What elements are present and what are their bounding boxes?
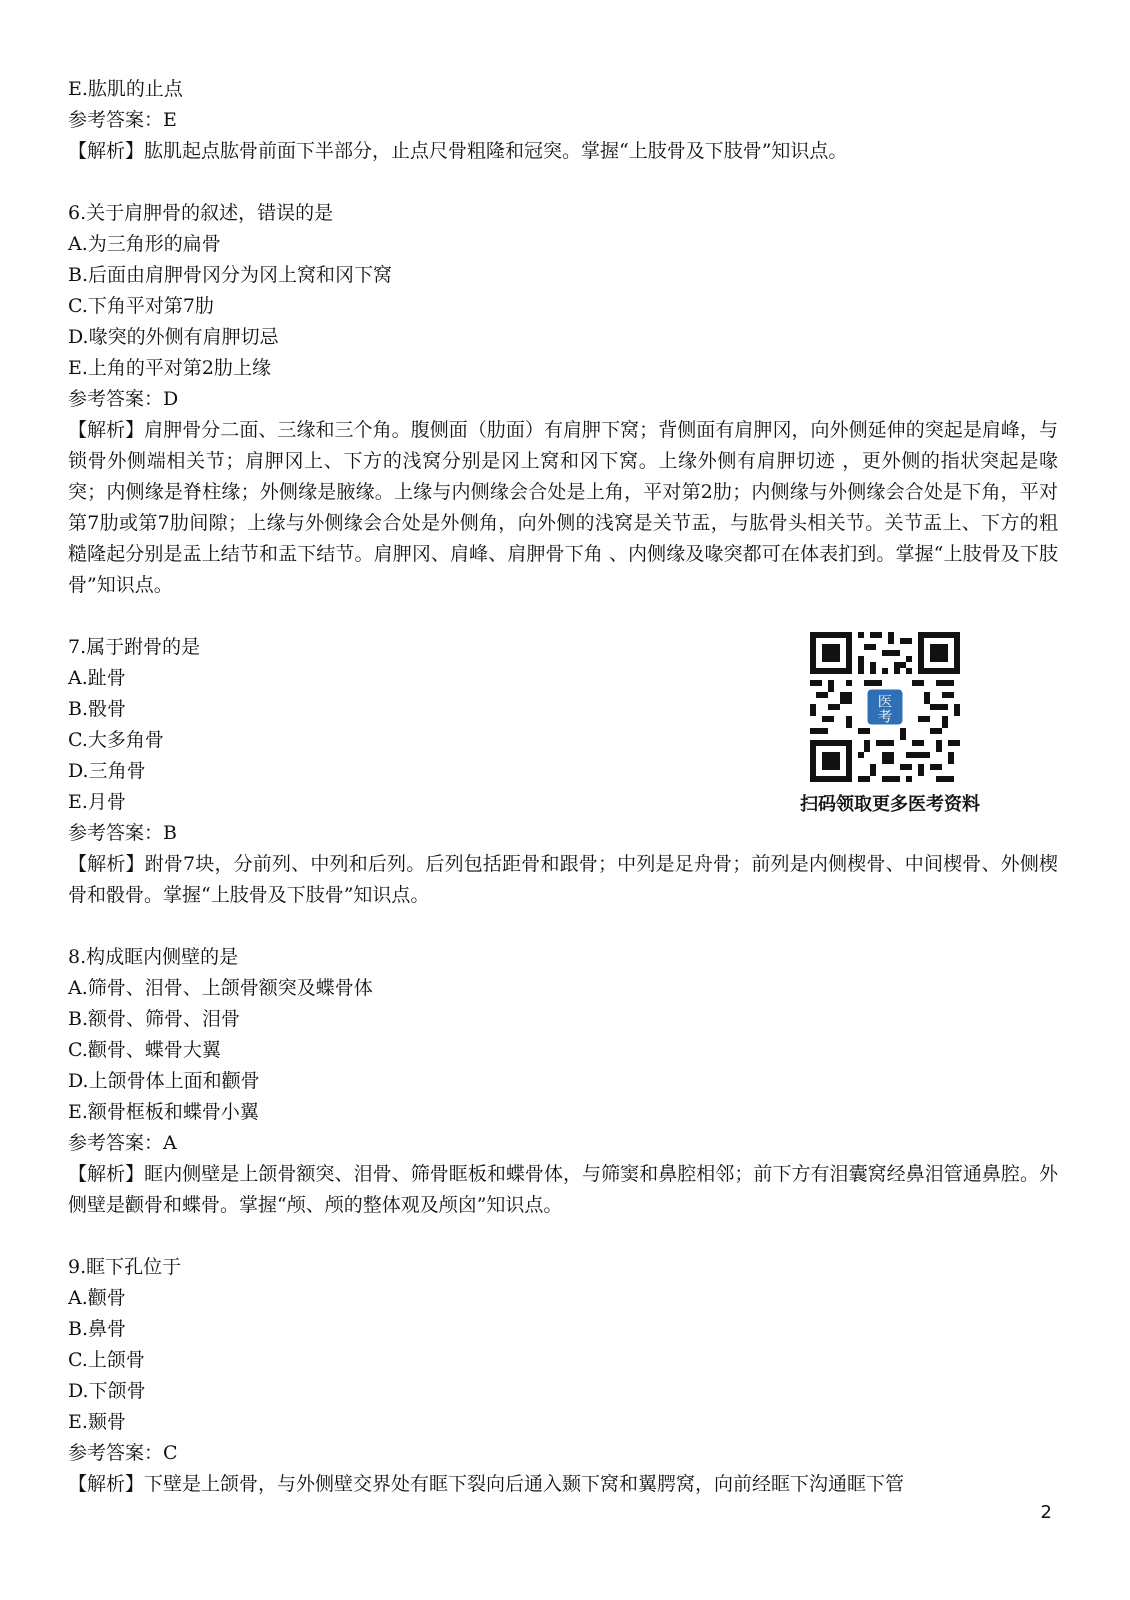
question-stem: 9.眶下孔位于	[68, 1256, 182, 1278]
option-line: D.喙突的外侧有肩胛切忌	[68, 326, 279, 348]
option-line: C.颧骨、蝶骨大翼	[68, 1039, 221, 1061]
explanation: 【解析】肩胛骨分二面、三缘和三个角。腹侧面（肋面）有肩胛下窝；背侧面有肩胛冈，向外侧延伸的突起是肩峰，与锁骨外侧端相关节；肩胛冈上、下方的浅窝分别是冈上窝和冈下窝。上缘外侧有肩胛切迹 ，更外侧的指状突起是喙突；内侧缘是脊柱缘；外侧缘是腋缘。上缘与内侧缘会合处是上角，平对第2肋；内侧缘与外侧缘会合处是下角，平对第7肋或第7肋间隙；上缘与外侧缘会合处是外侧角，向外侧的浅窝是关节盂，与肱骨头相关节。关节盂上、下方的粗糙隆起分别是盂上结节和盂下结节。肩胛冈、肩峰、肩胛骨下角 、内侧缘及喙突都可在体表扪到。掌握“上肢骨及下肢骨”知识点。	[68, 419, 1058, 596]
explanation: 【解析】跗骨7块，分前列、中列和后列。后列包括距骨和跟骨；中列是足舟骨；前列是内侧楔骨、中间楔骨、外侧楔骨和骰骨。掌握“上肢骨及下肢骨”知识点。	[68, 853, 1058, 906]
option-line: D.三角骨	[68, 760, 146, 782]
option-line: A.趾骨	[68, 667, 126, 689]
option-line: A.颧骨	[68, 1287, 126, 1309]
option-line: B.鼻骨	[68, 1318, 127, 1340]
answer-line: 参考答案：E	[68, 109, 177, 131]
explanation: 【解析】肱肌起点肱骨前面下半部分，止点尺骨粗隆和冠突。掌握“上肢骨及下肢骨”知识点。	[68, 140, 848, 162]
option-line: E.月骨	[68, 791, 126, 813]
option-line: A.为三角形的扁骨	[68, 233, 221, 255]
option-line: A.筛骨、泪骨、上颌骨额突及蝶骨体	[68, 977, 373, 999]
answer-line: 参考答案：B	[68, 822, 177, 844]
option-line: D.上颌骨体上面和颧骨	[68, 1070, 260, 1092]
option-line: E.肱肌的止点	[68, 78, 183, 100]
answer-line: 参考答案：C	[68, 1442, 178, 1464]
qr-caption: 扫码领取更多医考资料	[800, 794, 980, 815]
option-line: C.大多角骨	[68, 729, 164, 751]
option-line: D.下颌骨	[68, 1380, 146, 1402]
question-stem: 6.关于肩胛骨的叙述，错误的是	[68, 202, 334, 224]
logo-text-top: 医	[877, 694, 893, 711]
document-page	[68, 74, 1058, 1500]
option-line: E.颞骨	[68, 1411, 126, 1433]
question-stem: 7.属于跗骨的是	[68, 636, 201, 658]
option-line: C.上颌骨	[68, 1349, 145, 1371]
option-line: E.额骨框板和蝶骨小翼	[68, 1101, 259, 1123]
option-line: C.下角平对第7肋	[68, 295, 214, 317]
answer-line: 参考答案：D	[68, 388, 179, 410]
qr-code-icon[interactable]	[810, 632, 960, 782]
explanation: 【解析】眶内侧壁是上颌骨额突、泪骨、筛骨眶板和蝶骨体，与筛窦和鼻腔相邻；前下方有泪囊窝经鼻泪管通鼻腔。外侧壁是颧骨和蝶骨。掌握“颅、颅的整体观及颅囟”知识点。	[68, 1163, 1058, 1216]
explanation: 【解析】下壁是上颌骨，与外侧壁交界处有眶下裂向后通入颞下窝和翼腭窝，向前经眶下沟通眶下管	[68, 1473, 905, 1495]
option-line: B.后面由肩胛骨冈分为冈上窝和冈下窝	[68, 264, 393, 286]
question-stem: 8.构成眶内侧壁的是	[68, 946, 239, 968]
option-line: E.上角的平对第2肋上缘	[68, 357, 271, 379]
answer-line: 参考答案：A	[68, 1132, 177, 1154]
logo-text-bottom: 考	[877, 709, 893, 726]
option-line: B.骰骨	[68, 698, 127, 720]
page-number: 2	[1040, 1502, 1052, 1523]
option-line: B.额骨、筛骨、泪骨	[68, 1008, 241, 1030]
